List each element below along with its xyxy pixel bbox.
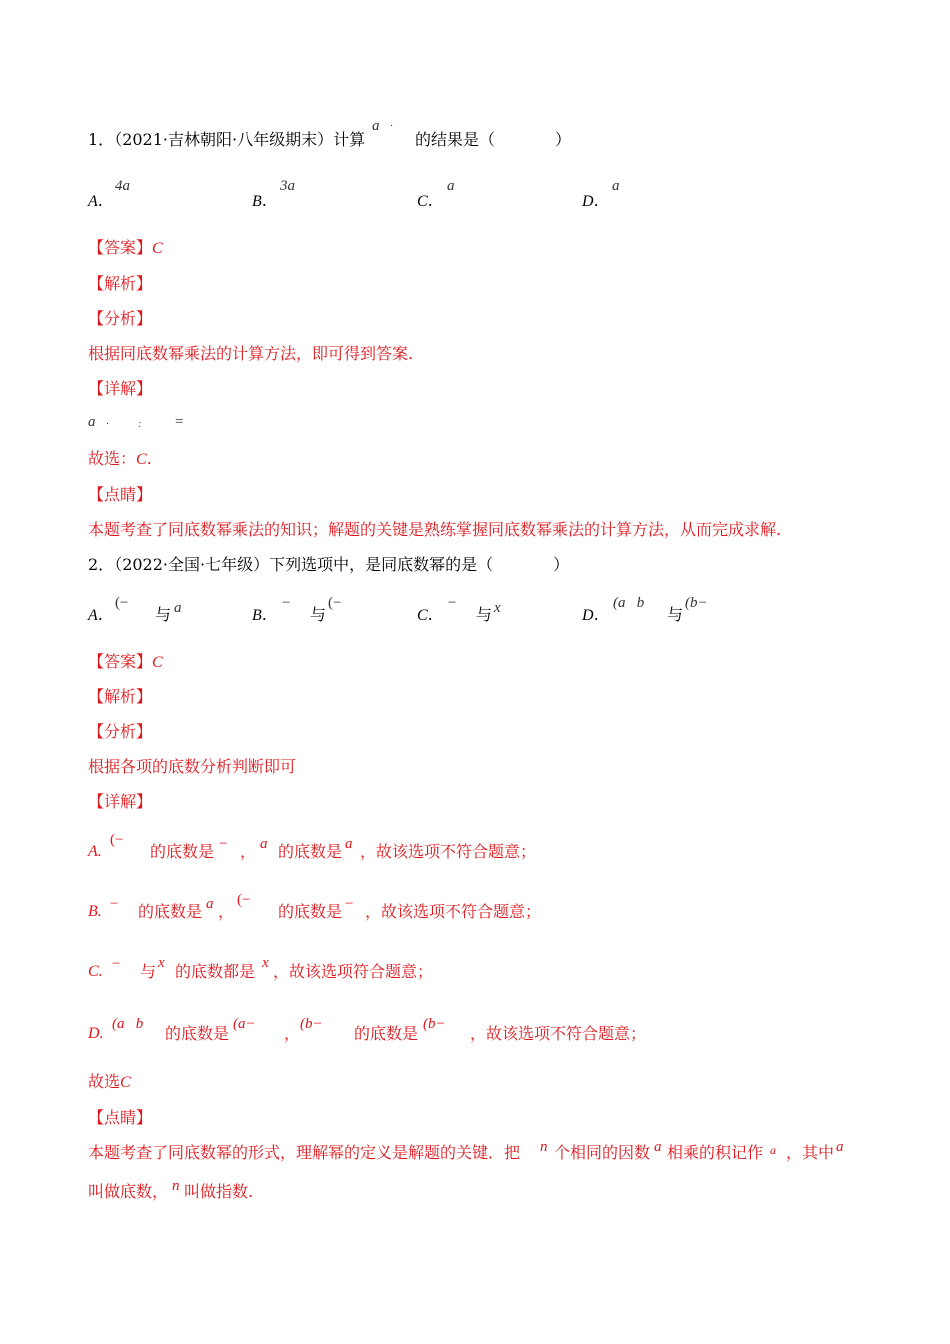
q1-option-c-expr: a	[447, 178, 455, 194]
q2-detail-c-e3: x	[262, 955, 269, 971]
q1-number: 1．	[88, 130, 115, 149]
q1-comment-label: 【点睛】	[88, 485, 153, 504]
q1-option-c[interactable]: C.	[417, 191, 433, 210]
q2-detail-a-e2: −	[219, 836, 228, 852]
q1-option-d[interactable]: D.	[582, 191, 599, 210]
q2-fenxi-label: 【分析】	[88, 722, 153, 741]
q2-detail-b-letter: B.	[88, 903, 102, 920]
q1-detail-a: a	[88, 414, 96, 430]
q2-option-a-join: 与	[155, 605, 172, 624]
q2-detail-a-letter: A.	[88, 843, 102, 860]
q2-detail-d-t4: ，故该选项不符合题意；	[470, 1024, 647, 1043]
q2-detail-d-e4: (b−	[423, 1016, 446, 1032]
q2-detail-label: 【详解】	[88, 792, 153, 811]
q2-detail-d-e3: (b−	[300, 1016, 323, 1032]
q2-comment-l2-n: n	[172, 1178, 180, 1194]
q2-comment-l1-av3: a	[836, 1139, 844, 1155]
q1-answer-value: C	[152, 240, 163, 257]
q1-text-a: 计算	[333, 130, 366, 149]
q2-detail-c-t1: 与	[140, 962, 157, 981]
q2-option-c-join: 与	[476, 605, 493, 624]
q2-detail-c-e2: x	[158, 955, 165, 971]
q2-option-c[interactable]: C.	[417, 605, 433, 624]
q2-detail-d-letter: D.	[88, 1025, 104, 1042]
q1-comment-text: 本题考查了同底数幂乘法的知识；解题的关键是熟练掌握同底数幂乘法的计算方法，从而完成求解.	[88, 520, 782, 539]
q2-comment-l1-n: n	[540, 1139, 548, 1155]
q2-option-b-expr1: −	[282, 595, 291, 611]
q2-detail-a-e4: a	[345, 836, 353, 852]
q2-option-d-join: 与	[667, 605, 684, 624]
q1-source: （2021·吉林朝阳·八年级期末）	[114, 130, 334, 149]
q2-detail-b-t3: 的底数是	[278, 902, 343, 921]
q2-comment-l1-b: 个相同的因数	[554, 1143, 651, 1162]
q1-detail-colon: :	[138, 418, 142, 430]
q1-option-a[interactable]: A.	[88, 191, 103, 210]
q2-detail-b-e3: (−	[237, 892, 251, 908]
q2-option-d[interactable]: D.	[582, 605, 599, 624]
q2-detail-a-e1: (−	[110, 832, 124, 848]
q1-fenxi-label: 【分析】	[88, 309, 153, 328]
q2-comment-l1-a: 本题考查了同底数幂的形式，理解幂的定义是解题的关键．把	[88, 1143, 521, 1162]
q2-detail-a-t3: 的底数是	[278, 842, 343, 861]
q2-option-a[interactable]: A.	[88, 605, 103, 624]
q2-detail-b-t2: ，	[218, 902, 235, 921]
q2-detail-b-e2: a	[206, 896, 214, 912]
q2-fenxi-text: 根据各项的底数分析判断即可	[88, 757, 297, 776]
q1-stem	[88, 130, 365, 150]
q2-comment-l2-a: 叫做底数，	[88, 1182, 169, 1201]
q1-answer: 【答案】C	[88, 238, 163, 257]
q1-detail-eq: =	[175, 414, 184, 430]
q2-option-d-expr1: (a b	[613, 595, 645, 611]
q2-detail-d-t1: 的底数是	[165, 1024, 230, 1043]
q1-expr-dot: ·	[390, 120, 393, 132]
q2-text: 下列选项中，是同底数幂的是（	[269, 555, 494, 574]
q2-detail-b-e4: −	[345, 896, 354, 912]
q2-number: 2．	[88, 555, 115, 574]
q1-option-d-expr: a	[612, 178, 620, 194]
q2-comment-l1-d: ，其中	[786, 1143, 835, 1162]
q1-text-b: 的结果是（	[415, 130, 496, 149]
q2-analysis-label: 【解析】	[88, 687, 153, 706]
q2-detail-a-e3: a	[260, 836, 268, 852]
q1-fenxi-text: 根据同底数幂乘法的计算方法，即可得到答案.	[88, 344, 414, 363]
q1-option-a-expr: 4a	[115, 178, 130, 194]
q2-comment-l1-c: 相乘的积记作	[667, 1143, 764, 1162]
q2-answer-value: C	[152, 654, 163, 671]
q2-option-b-join: 与	[310, 605, 327, 624]
q2-detail-b-t4: ，故该选项不符合题意；	[365, 902, 542, 921]
q2-detail-d-e2: (a−	[233, 1016, 256, 1032]
q2-detail-a-t2: ，	[240, 842, 257, 861]
q2-detail-d-e1: (a b	[112, 1016, 144, 1032]
q2-comment-l1-av: a	[654, 1139, 662, 1155]
q2-detail-a-t1: 的底数是	[150, 842, 215, 861]
q2-option-c-expr1: −	[448, 595, 457, 611]
q2-option-b[interactable]: B.	[252, 605, 267, 624]
q2-detail-c-letter: C.	[88, 963, 103, 980]
q2-paren-close: ）	[553, 555, 570, 574]
q2-detail-c-t2: 的底数都是	[175, 962, 256, 981]
q2-comment-l2-b: 叫做指数.	[184, 1182, 254, 1201]
q1-option-b[interactable]: B.	[252, 191, 267, 210]
q2-detail-b-t1: 的底数是	[138, 902, 203, 921]
q1-paren-close: ）	[555, 130, 572, 149]
q1-analysis-label: 【解析】	[88, 274, 153, 293]
q2-detail-d-t3: 的底数是	[354, 1024, 419, 1043]
q1-stem-tail	[415, 130, 571, 150]
q2-detail-d-t2: ，	[284, 1024, 301, 1043]
q2-option-b-expr2: (−	[328, 595, 342, 611]
q2-source: （2022·全国·七年级）	[114, 555, 270, 574]
q1-expr-a: a	[372, 118, 380, 134]
q2-detail-a-t4: ，故该选项不符合题意；	[360, 842, 537, 861]
q2-answer: 【答案】C	[88, 652, 163, 671]
q2-option-a-expr1: (−	[115, 595, 129, 611]
q2-detail-c-t3: ，故该选项符合题意；	[273, 962, 434, 981]
q1-detail-label: 【详解】	[88, 379, 153, 398]
q2-comment-label: 【点睛】	[88, 1108, 153, 1127]
q2-option-c-expr2: x	[494, 600, 501, 616]
q2-stem	[88, 555, 569, 575]
q2-detail-c-e1: −	[112, 956, 121, 972]
q2-choose: 故选C	[88, 1072, 131, 1091]
q1-choose: 故选：C.	[88, 449, 152, 468]
q2-comment-l1-av2: a	[770, 1143, 776, 1157]
q1-detail-dot: ·	[106, 418, 109, 430]
q2-option-a-expr2: a	[174, 600, 182, 616]
q1-option-b-expr: 3a	[280, 178, 295, 194]
q2-detail-b-e1: −	[110, 896, 119, 912]
q2-option-d-expr2: (b−	[685, 595, 708, 611]
